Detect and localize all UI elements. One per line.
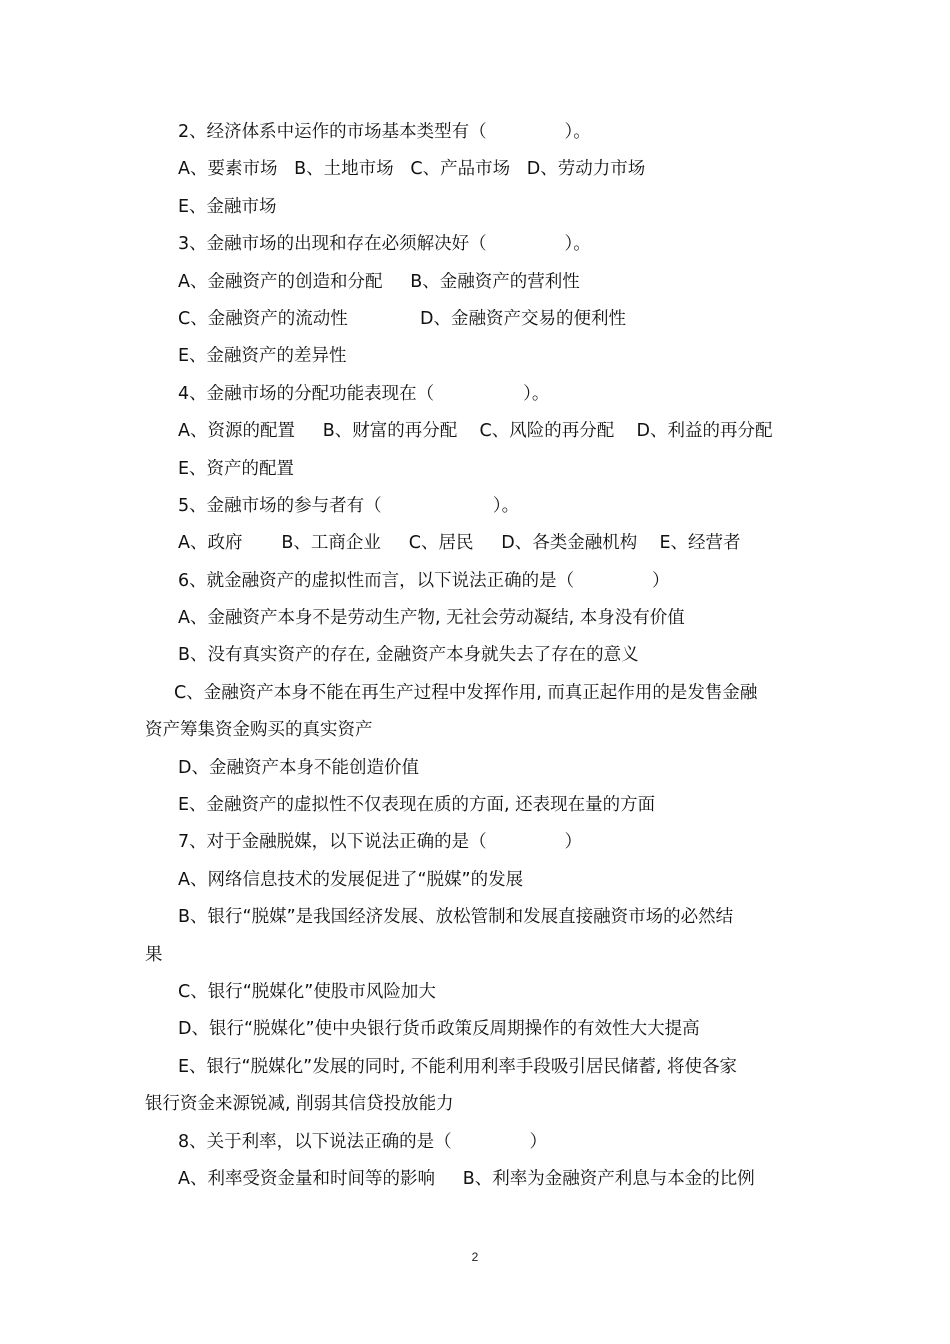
question-6-option-d: D、金融资产本身不能创造价值 bbox=[178, 757, 419, 778]
question-3-options-cd: C、金融资产的流动性 D、金融资产交易的便利性 bbox=[178, 308, 627, 329]
question-4-options: A、资源的配置 B、财富的再分配 C、风险的再分配 D、利益的再分配 bbox=[178, 421, 773, 442]
question-2: 2、经济体系中运作的市场基本类型有（ ）。 bbox=[178, 122, 591, 142]
question-7-option-c: C、银行“脱媒化”使股市风险加大 bbox=[178, 981, 436, 1002]
question-7-option-d: D、银行“脱媒化”使中央银行货币政策反周期操作的有效性大大提高 bbox=[178, 1019, 700, 1040]
document-body bbox=[145, 114, 810, 1198]
question-7-option-e: E、银行“脱媒化”发展的同时, 不能利用利率手段吸引居民储蓄, 将使各家 bbox=[178, 1056, 737, 1077]
question-7-option-b: B、银行“脱媒”是我国经济发展、放松管制和发展直接融资市场的必然结 bbox=[178, 907, 734, 928]
question-7-option-e-cont: 银行资金来源锐减, 削弱其信贷投放能力 bbox=[145, 1094, 454, 1115]
question-5-options: A、政府 B、工商企业 C、居民 D、各类金融机构 E、经营者 bbox=[178, 533, 741, 554]
question-6-option-e: E、金融资产的虚拟性不仅表现在质的方面, 还表现在量的方面 bbox=[178, 795, 656, 816]
question-8-options-ab: A、利率受资金量和时间等的影响 B、利率为金融资产利息与本金的比例 bbox=[178, 1168, 755, 1189]
question-6-option-a: A、金融资产本身不是劳动生产物, 无社会劳动凝结, 本身没有价值 bbox=[178, 608, 685, 629]
question-7-option-b-cont: 果 bbox=[145, 944, 163, 965]
question-7-option-a: A、网络信息技术的发展促进了“脱媒”的发展 bbox=[178, 869, 524, 890]
question-6: 6、就金融资产的虚拟性而言，以下说法正确的是（ ） bbox=[178, 570, 670, 591]
question-8: 8、关于利率，以下说法正确的是（ ） bbox=[178, 1131, 548, 1152]
question-4-option-e: E、资产的配置 bbox=[178, 458, 295, 479]
question-6-option-b: B、没有真实资产的存在, 金融资产本身就失去了存在的意义 bbox=[178, 645, 639, 666]
question-3: 3、金融市场的出现和存在必须解决好（ ）。 bbox=[178, 234, 591, 255]
question-3-options-ab: A、金融资产的创造和分配 B、金融资产的营利性 bbox=[178, 271, 580, 292]
question-2-options: A、要素市场 B、土地市场 C、产品市场 D、劳动力市场 bbox=[178, 159, 646, 180]
question-4: 4、金融市场的分配功能表现在（ ）。 bbox=[178, 383, 550, 404]
question-6-option-c-cont: 资产筹集资金购买的真实资产 bbox=[145, 720, 373, 741]
question-7: 7、对于金融脱媒，以下说法正确的是（ ） bbox=[178, 832, 583, 853]
question-3-option-e: E、金融资产的差异性 bbox=[178, 346, 347, 367]
question-2-option-e: E、金融市场 bbox=[178, 196, 277, 217]
question-6-option-c: C、金融资产本身不能在再生产过程中发挥作用, 而真正起作用的是发售金融 bbox=[174, 682, 758, 703]
page-number: 2 bbox=[471, 1250, 479, 1264]
question-5: 5、金融市场的参与者有（ ）。 bbox=[178, 495, 520, 516]
